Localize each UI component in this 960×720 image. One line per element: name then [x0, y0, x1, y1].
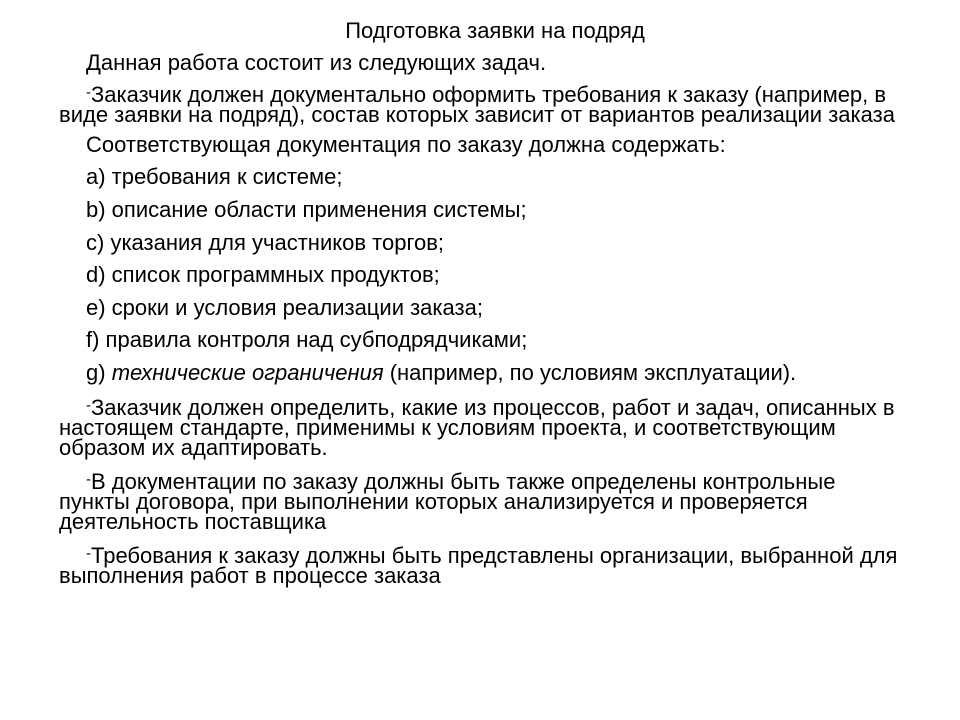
dash-marker: -	[86, 545, 91, 562]
task-3-paragraph	[59, 470, 899, 532]
task-4-text: Требования к заказу должны быть представлены организации, выбранной для выполнения работ в процессе заказа	[59, 543, 898, 588]
dash-marker: -	[86, 471, 91, 488]
task-2-text: Заказчик должен определить, какие из процессов, работ и задач, описанных в настоящем стандарте, применимы к условиям проекта, и соответствующим образом их адаптировать.	[59, 395, 895, 460]
list-item-d: d) список программных продуктов;	[86, 262, 440, 287]
list-item-g-italic: технические ограничения	[111, 360, 384, 385]
list-item-a: a) требования к системе;	[86, 164, 343, 189]
list-item-g-prefix: g)	[86, 360, 112, 385]
slide-body	[59, 47, 899, 586]
list-item-c: c) указания для участников торгов;	[86, 230, 445, 255]
task-1-text: Заказчик должен документально оформить требования к заказу (например, в виде заявки на подряд), состав которых зависит от вариантов реализации заказа	[59, 82, 895, 127]
list-item-f: f) правила контроля над субподрядчиками;	[86, 327, 528, 352]
documentation-header: Соответствующая документация по заказу должна содержать:	[86, 132, 726, 157]
dash-marker: -	[86, 397, 91, 414]
slide-title: Подготовка заявки на подряд	[345, 18, 645, 43]
task-4-paragraph	[59, 544, 899, 586]
list-item-b: b) описание области применения системы;	[86, 197, 527, 222]
task-2-paragraph	[59, 396, 899, 458]
list-item-g-suffix: (например, по условиям эксплуатации).	[383, 360, 797, 385]
dash-marker: -	[86, 84, 91, 101]
task-3-text: В документации по заказу должны быть также определены контрольные пункты договора, при выполнении которых анализируется и проверяется деятельность поставщика	[59, 469, 836, 534]
list-item-e: e) сроки и условия реализации заказа;	[86, 295, 483, 320]
list-item-g	[59, 360, 899, 385]
task-1-paragraph	[59, 83, 899, 125]
intro-paragraph: Данная работа состоит из следующих задач.	[86, 50, 547, 75]
